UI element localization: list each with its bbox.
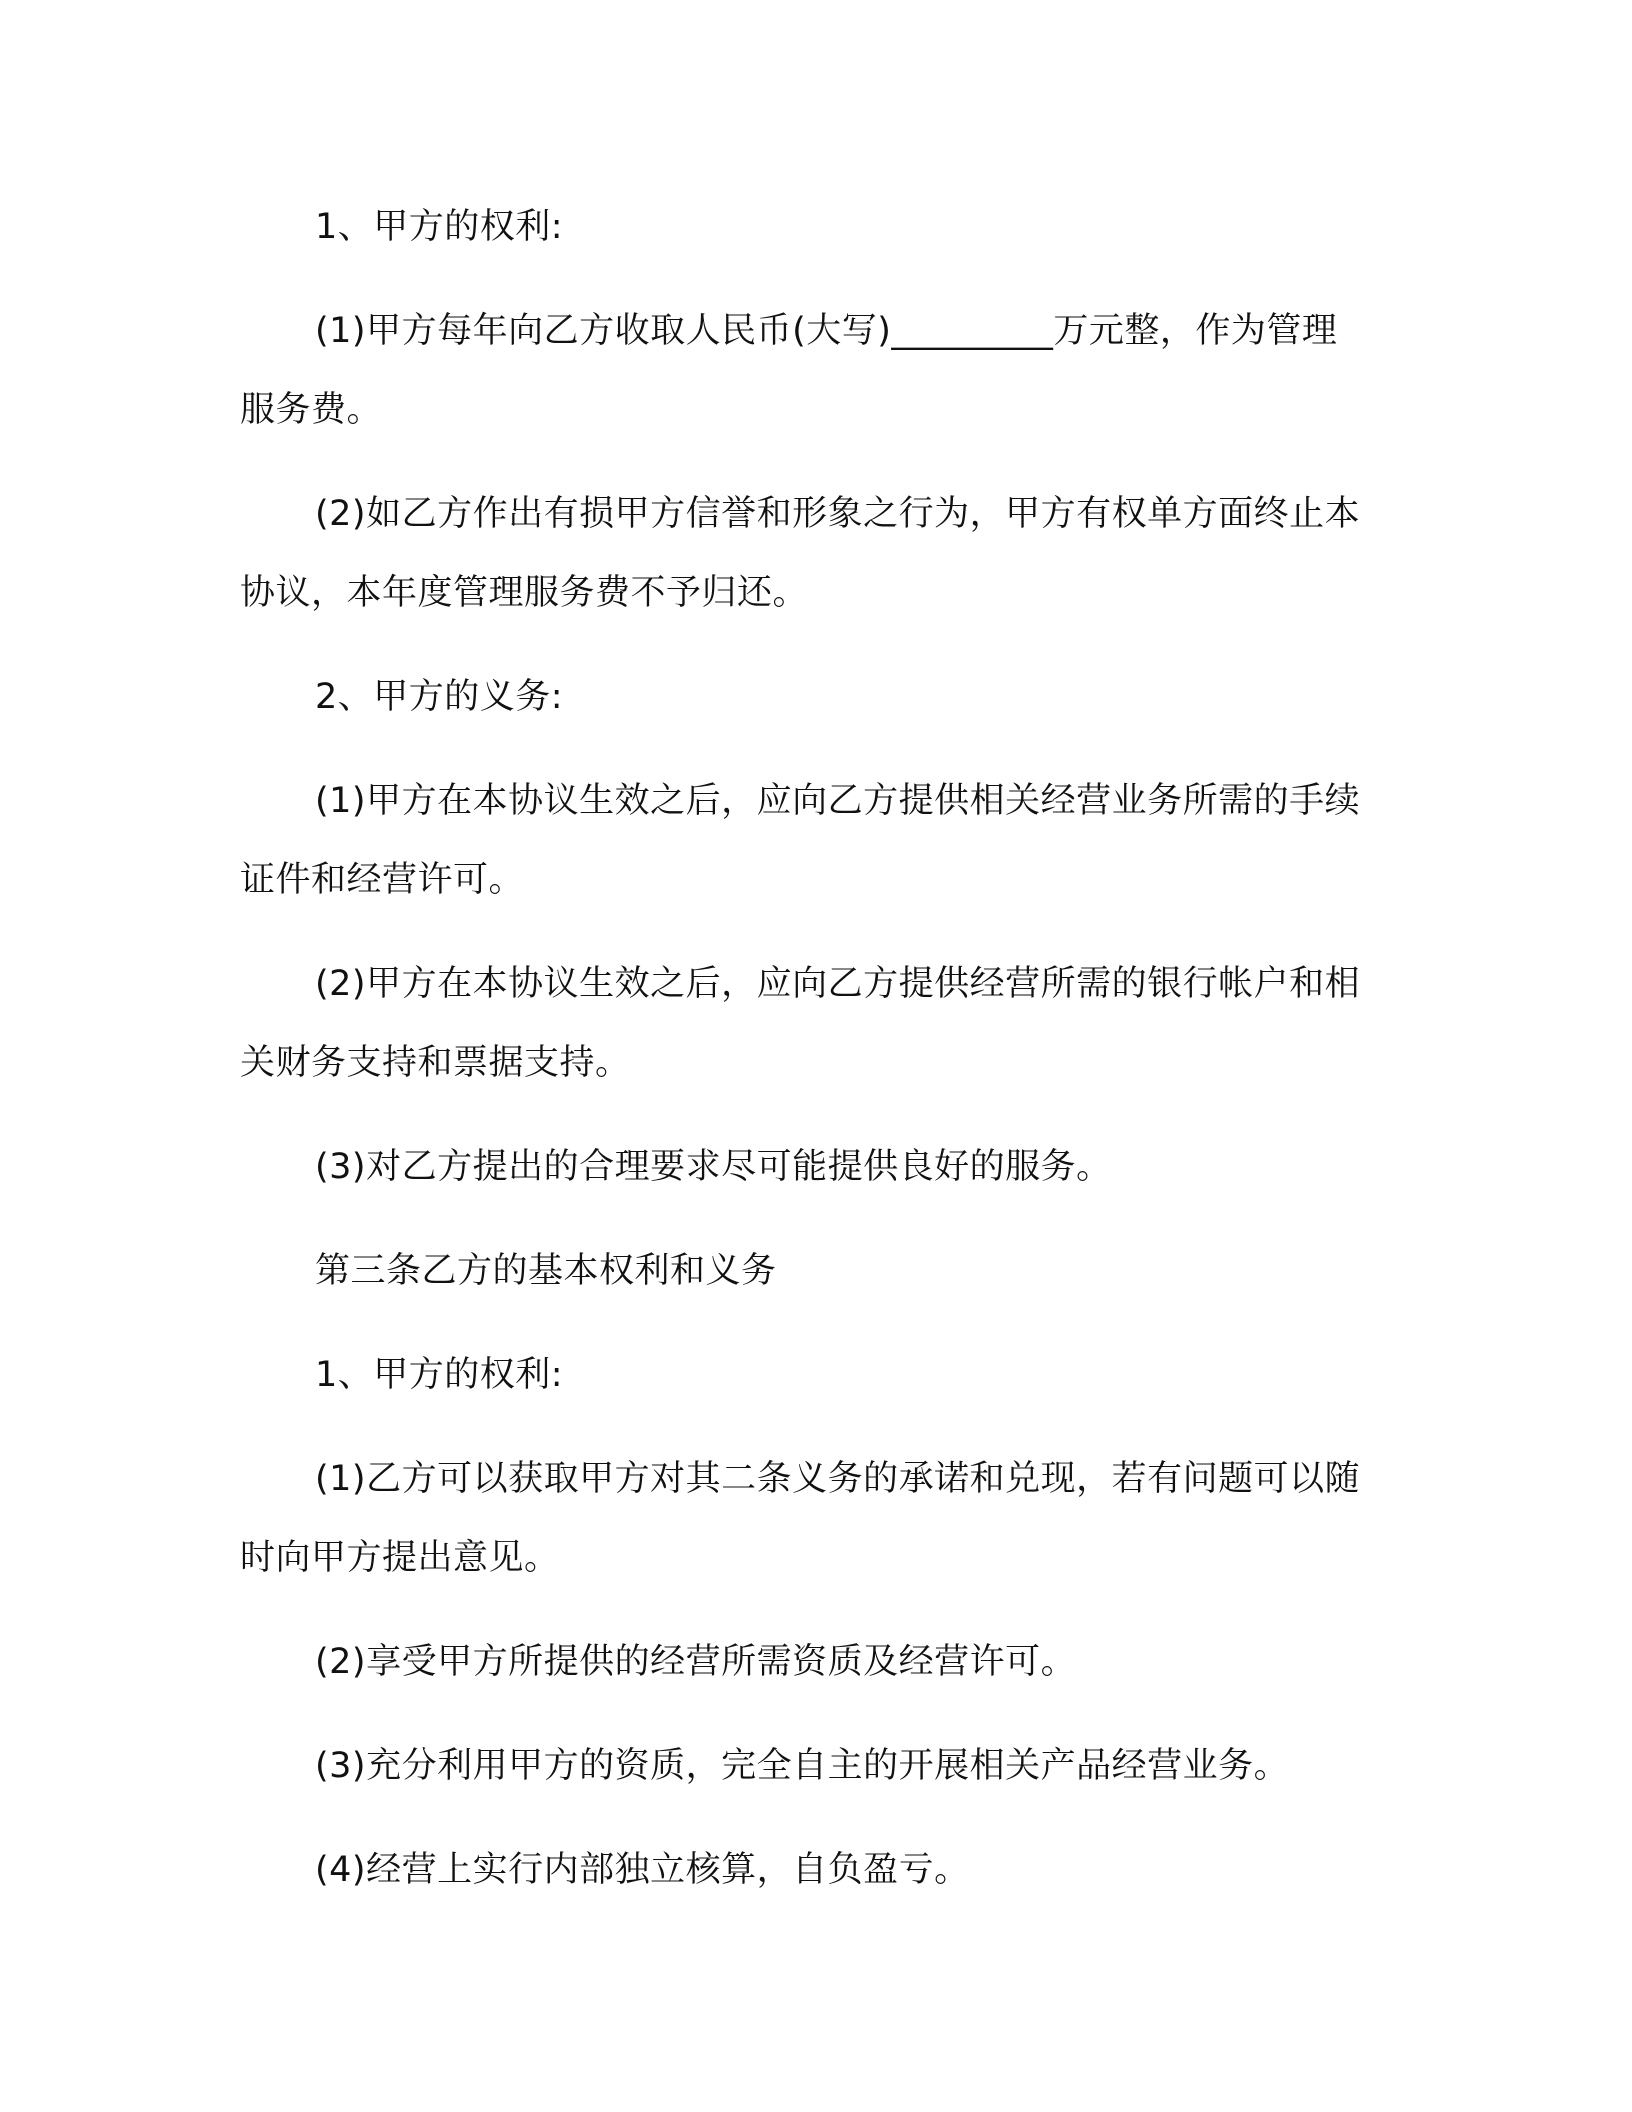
document-page xyxy=(240,188,1364,1935)
heading-party-a-obligations: 2、甲方的义务: xyxy=(315,677,564,717)
clause-a-right-1: (1)甲方每年向乙方收取人民币(大写)_________万元整，作为管理服务费。 xyxy=(240,311,1338,430)
clause-a-obligation-1: (1)甲方在本协议生效之后，应向乙方提供相关经营业务所需的手续证件和经营许可。 xyxy=(240,781,1361,900)
clause-b-right-3: (3)充分利用甲方的资质，完全自主的开展相关产品经营业务。 xyxy=(315,1746,1290,1786)
clause-a-right-2: (2)如乙方作出有损甲方信誉和形象之行为，甲方有权单方面终止本协议，本年度管理服务费不予归还。 xyxy=(240,494,1361,613)
clause-b-right-4: (4)经营上实行内部独立核算，自负盈亏。 xyxy=(315,1850,970,1890)
clause-b-right-2: (2)享受甲方所提供的经营所需资质及经营许可。 xyxy=(315,1642,1077,1682)
clause-a-obligation-3: (3)对乙方提出的合理要求尽可能提供良好的服务。 xyxy=(315,1147,1112,1187)
article-3-heading: 第三条乙方的基本权利和义务 xyxy=(315,1251,777,1291)
heading-party-a-rights: 1、甲方的权利: xyxy=(315,207,564,247)
heading-party-b-rights: 1、甲方的权利: xyxy=(315,1355,564,1395)
clause-a-obligation-2: (2)甲方在本协议生效之后，应向乙方提供经营所需的银行帐户和相关财务支持和票据支持。 xyxy=(240,964,1361,1083)
clause-b-right-1: (1)乙方可以获取甲方对其二条义务的承诺和兑现，若有问题可以随时向甲方提出意见。 xyxy=(240,1459,1361,1578)
